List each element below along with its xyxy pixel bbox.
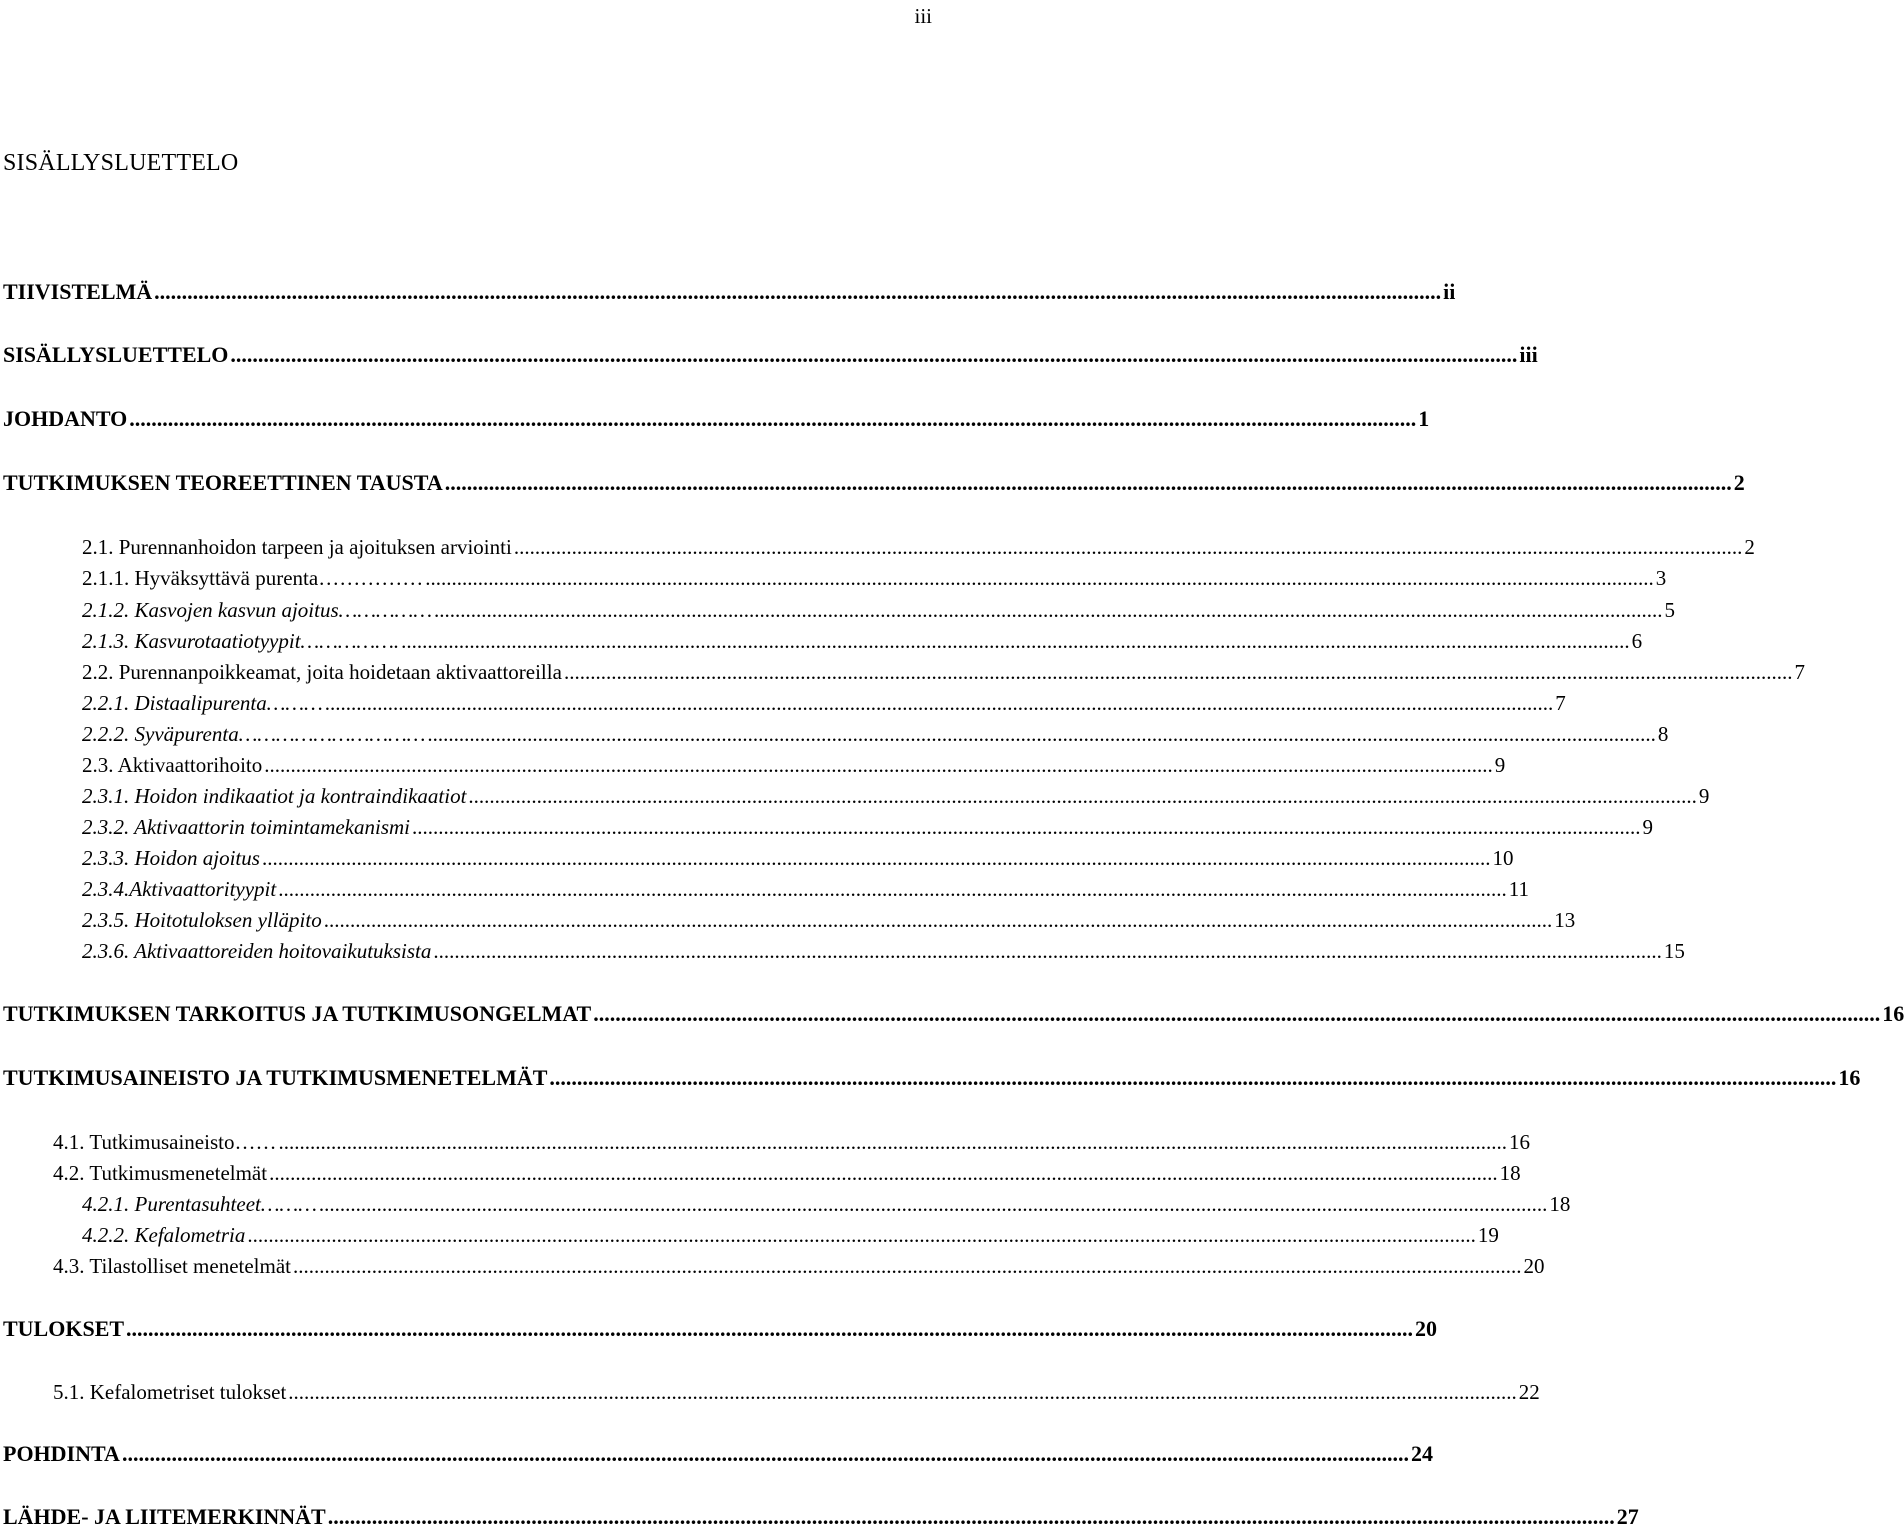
toc-entry-2-2-1[interactable]: 2.2.1. Distaalipurenta……… .......................................................................................................................................................................................................................................... 7 — [82, 691, 1566, 715]
page-number: iii — [914, 4, 932, 28]
toc-entry-5-1[interactable]: 5.1. Kefalometriset tulokset .......................................................................................................................................................................................................................................... 22 — [53, 1380, 1540, 1404]
toc-title: SISÄLLYSLUETTELO — [3, 150, 239, 176]
toc-entry-2-1-1[interactable]: 2.1.1. Hyväksyttävä purenta…………… .......................................................................................................................................................................................................................................... 3 — [82, 566, 1667, 590]
toc-entry-2-2[interactable]: 2.2. Purennanpoikkeamat, joita hoidetaan aktivaattoreilla .......................................................................................................................................................................................................................................... 7 — [82, 660, 1805, 684]
toc-entry-4-3[interactable]: 4.3. Tilastolliset menetelmät .......................................................................................................................................................................................................................................... 20 — [53, 1254, 1545, 1278]
toc-entry-2-1-2[interactable]: 2.1.2. Kasvojen kasvun ajoitus…………… .......................................................................................................................................................................................................................................... 5 — [82, 598, 1676, 622]
toc-entry-2-3-6[interactable]: 2.3.6. Aktivaattoreiden hoitovaikutuksista .......................................................................................................................................................................................................................................... 15 — [82, 939, 1685, 963]
toc-entry-4-2-1[interactable]: 4.2.1. Purentasuhteet……… .......................................................................................................................................................................................................................................... 18 — [82, 1192, 1571, 1216]
toc-entry-2-3[interactable]: 2.3. Aktivaattorihoito .......................................................................................................................................................................................................................................... 9 — [82, 753, 1506, 777]
toc-entry-4-1[interactable]: 4.1. Tutkimusaineisto…… .......................................................................................................................................................................................................................................... 16 — [53, 1130, 1530, 1154]
toc-entry-pohdinta[interactable]: POHDINTA .......................................................................................................................................................................................................................................... 24 — [3, 1441, 1433, 1466]
toc-entry-2-3-4[interactable]: 2.3.4.Aktivaattorityypit .......................................................................................................................................................................................................................................... 11 — [82, 877, 1529, 901]
toc-entry-2-1[interactable]: 2.1. Purennanhoidon tarpeen ja ajoituksen arviointi .......................................................................................................................................................................................................................................... 2 — [82, 535, 1755, 559]
toc-entry-2-2-2[interactable]: 2.2.2. Syväpurenta………………………… .......................................................................................................................................................................................................................................... 8 — [82, 722, 1669, 746]
toc-entry-lahteet[interactable]: LÄHDE- JA LIITEMERKINNÄT .......................................................................................................................................................................................................................................... 27 — [3, 1504, 1639, 1529]
toc-entry-2-3-5[interactable]: 2.3.5. Hoitotuloksen ylläpito .......................................................................................................................................................................................................................................... 13 — [82, 908, 1576, 932]
toc-entry-2-3-2[interactable]: 2.3.2. Aktivaattorin toimintamekanismi .......................................................................................................................................................................................................................................... 9 — [82, 815, 1654, 839]
toc-entry-tausta[interactable]: TUTKIMUKSEN TEOREETTINEN TAUSTA .......................................................................................................................................................................................................................................... 2 — [3, 470, 1745, 495]
toc-entry-sisallysluettelo[interactable]: SISÄLLYSLUETTELO .......................................................................................................................................................................................................................................... iii — [3, 342, 1538, 367]
toc-entry-4-2-2[interactable]: 4.2.2. Kefalometria .......................................................................................................................................................................................................................................... 19 — [82, 1223, 1499, 1247]
toc-entry-aineisto[interactable]: TUTKIMUSAINEISTO JA TUTKIMUSMENETELMÄT .......................................................................................................................................................................................................................................... 16 — [3, 1065, 1861, 1090]
toc-entry-tulokset[interactable]: TULOKSET .......................................................................................................................................................................................................................................... 20 — [3, 1316, 1438, 1341]
toc-entry-2-3-3[interactable]: 2.3.3. Hoidon ajoitus .......................................................................................................................................................................................................................................... 10 — [82, 846, 1514, 870]
toc-entry-tiivistelma[interactable]: TIIVISTELMÄ .......................................................................................................................................................................................................................................... ii — [3, 279, 1456, 304]
toc-entry-4-2[interactable]: 4.2. Tutkimusmenetelmät .......................................................................................................................................................................................................................................... 18 — [53, 1161, 1521, 1185]
toc-entry-johdanto[interactable]: JOHDANTO .......................................................................................................................................................................................................................................... 1 — [3, 406, 1430, 431]
toc-entry-2-3-1[interactable]: 2.3.1. Hoidon indikaatiot ja kontraindikaatiot .......................................................................................................................................................................................................................................... 9 — [82, 784, 1710, 808]
toc-entry-tarkoitus[interactable]: TUTKIMUKSEN TARKOITUS JA TUTKIMUSONGELMAT .......................................................................................................................................................................................................................................... 16 — [3, 1001, 1904, 1026]
toc-entry-2-1-3[interactable]: 2.1.3. Kasvurotaatiotyypit……………. .......................................................................................................................................................................................................................................... 6 — [82, 629, 1643, 653]
